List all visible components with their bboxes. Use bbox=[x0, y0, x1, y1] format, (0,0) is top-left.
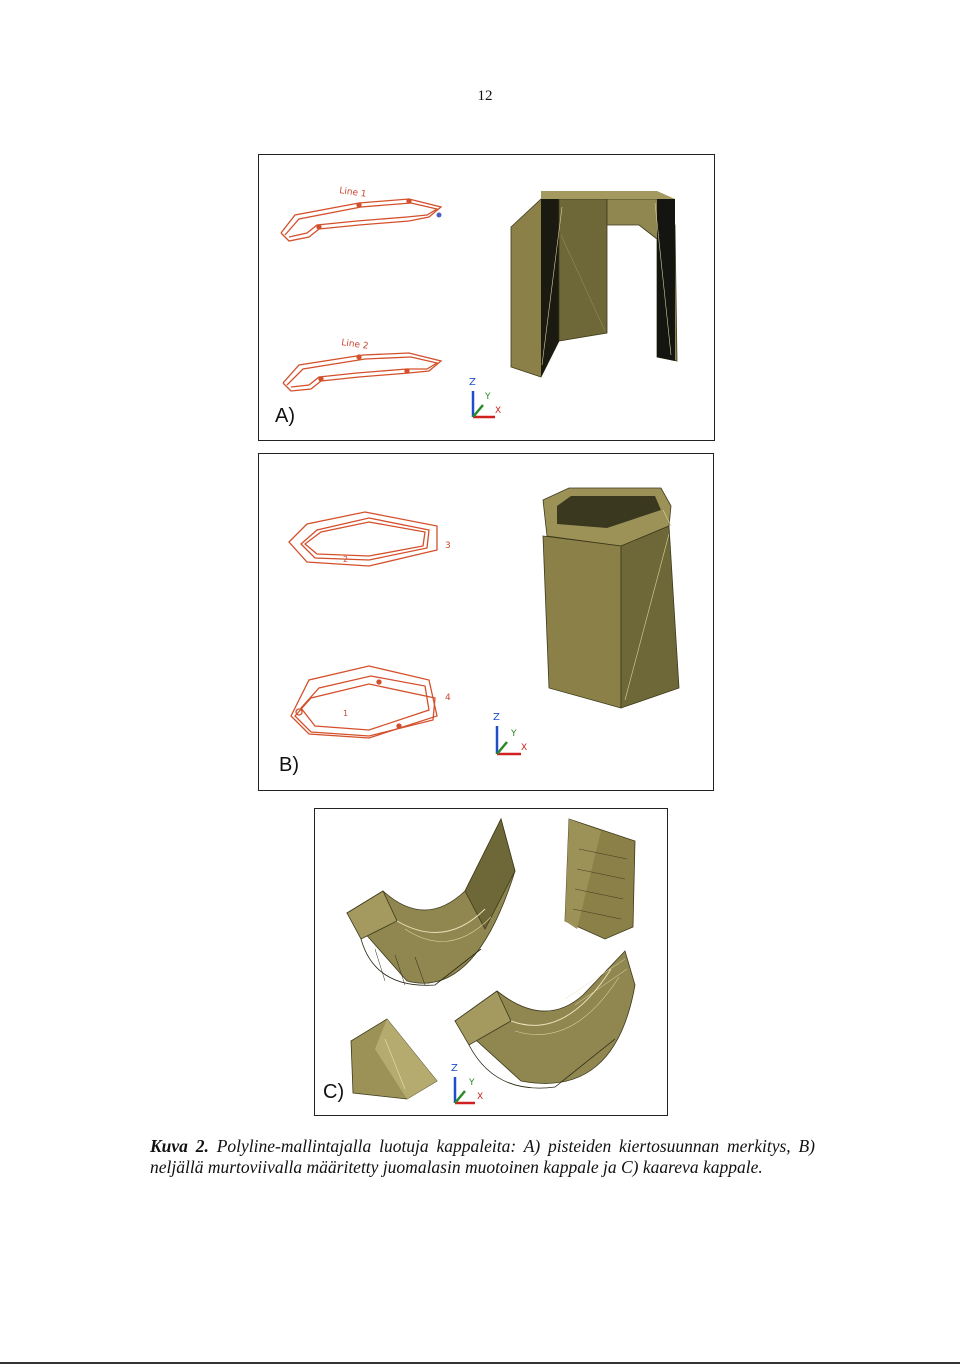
polyline-sketch-1 bbox=[281, 199, 442, 241]
sketch-label-line-2: Line 2 bbox=[340, 338, 370, 352]
axis-x-label: X bbox=[521, 743, 528, 753]
panel-b-drawing bbox=[259, 454, 713, 790]
caption-label: Kuva 2. bbox=[150, 1136, 209, 1156]
caption-text: Polyline-mallintajalla luotuja kappaleita: A) pisteiden kiertosuunnan merkitys, B) neljällä murtoviivalla määritetty juomalasin muotoinen kappale ja C) kaareva kappale. bbox=[150, 1136, 815, 1177]
axis-triad-c bbox=[451, 1063, 483, 1103]
panel-c-label: C) bbox=[323, 1081, 345, 1103]
glass-shaped-solid-b bbox=[543, 488, 679, 708]
panel-a-drawing bbox=[259, 155, 714, 440]
page-bottom-edge bbox=[0, 1362, 960, 1364]
hexagon-sketch-bottom bbox=[291, 666, 437, 738]
extruded-solid-a bbox=[511, 191, 677, 377]
axis-y-label: Y bbox=[469, 1078, 475, 1088]
axis-z-label: Z bbox=[469, 377, 476, 388]
page-number: 12 bbox=[477, 88, 493, 104]
figure-panel-a bbox=[258, 154, 715, 441]
sketch-label-1: 1 bbox=[343, 709, 349, 718]
hexagon-sketch-top bbox=[289, 512, 437, 566]
axis-y-label: Y bbox=[511, 729, 517, 739]
axis-z-label: Z bbox=[493, 712, 500, 723]
figure-caption bbox=[150, 1136, 815, 1178]
axis-y-label: Y bbox=[485, 392, 491, 402]
figure-panel-c bbox=[314, 808, 668, 1116]
curved-solid-1 bbox=[347, 819, 515, 985]
sketch-label-4: 4 bbox=[445, 693, 451, 703]
axis-triad-b bbox=[493, 712, 527, 754]
wedge-solid bbox=[351, 1019, 437, 1099]
panel-a-label: A) bbox=[275, 405, 295, 427]
axis-triad-a bbox=[469, 377, 501, 417]
axis-z-label: Z bbox=[451, 1063, 458, 1074]
axis-x-label: X bbox=[495, 406, 502, 416]
curved-solid-3 bbox=[455, 951, 635, 1088]
polyline-sketch-2 bbox=[283, 353, 441, 391]
figure-panel-b bbox=[258, 453, 714, 791]
sketch-label-line-1: Line 1 bbox=[338, 186, 368, 200]
panel-c-drawing bbox=[315, 809, 667, 1115]
curved-solid-2 bbox=[565, 819, 635, 939]
sketch-label-2: 2 bbox=[343, 555, 349, 564]
panel-b-label: B) bbox=[279, 754, 299, 776]
sketch-label-3: 3 bbox=[445, 541, 451, 551]
axis-x-label: X bbox=[477, 1092, 484, 1102]
